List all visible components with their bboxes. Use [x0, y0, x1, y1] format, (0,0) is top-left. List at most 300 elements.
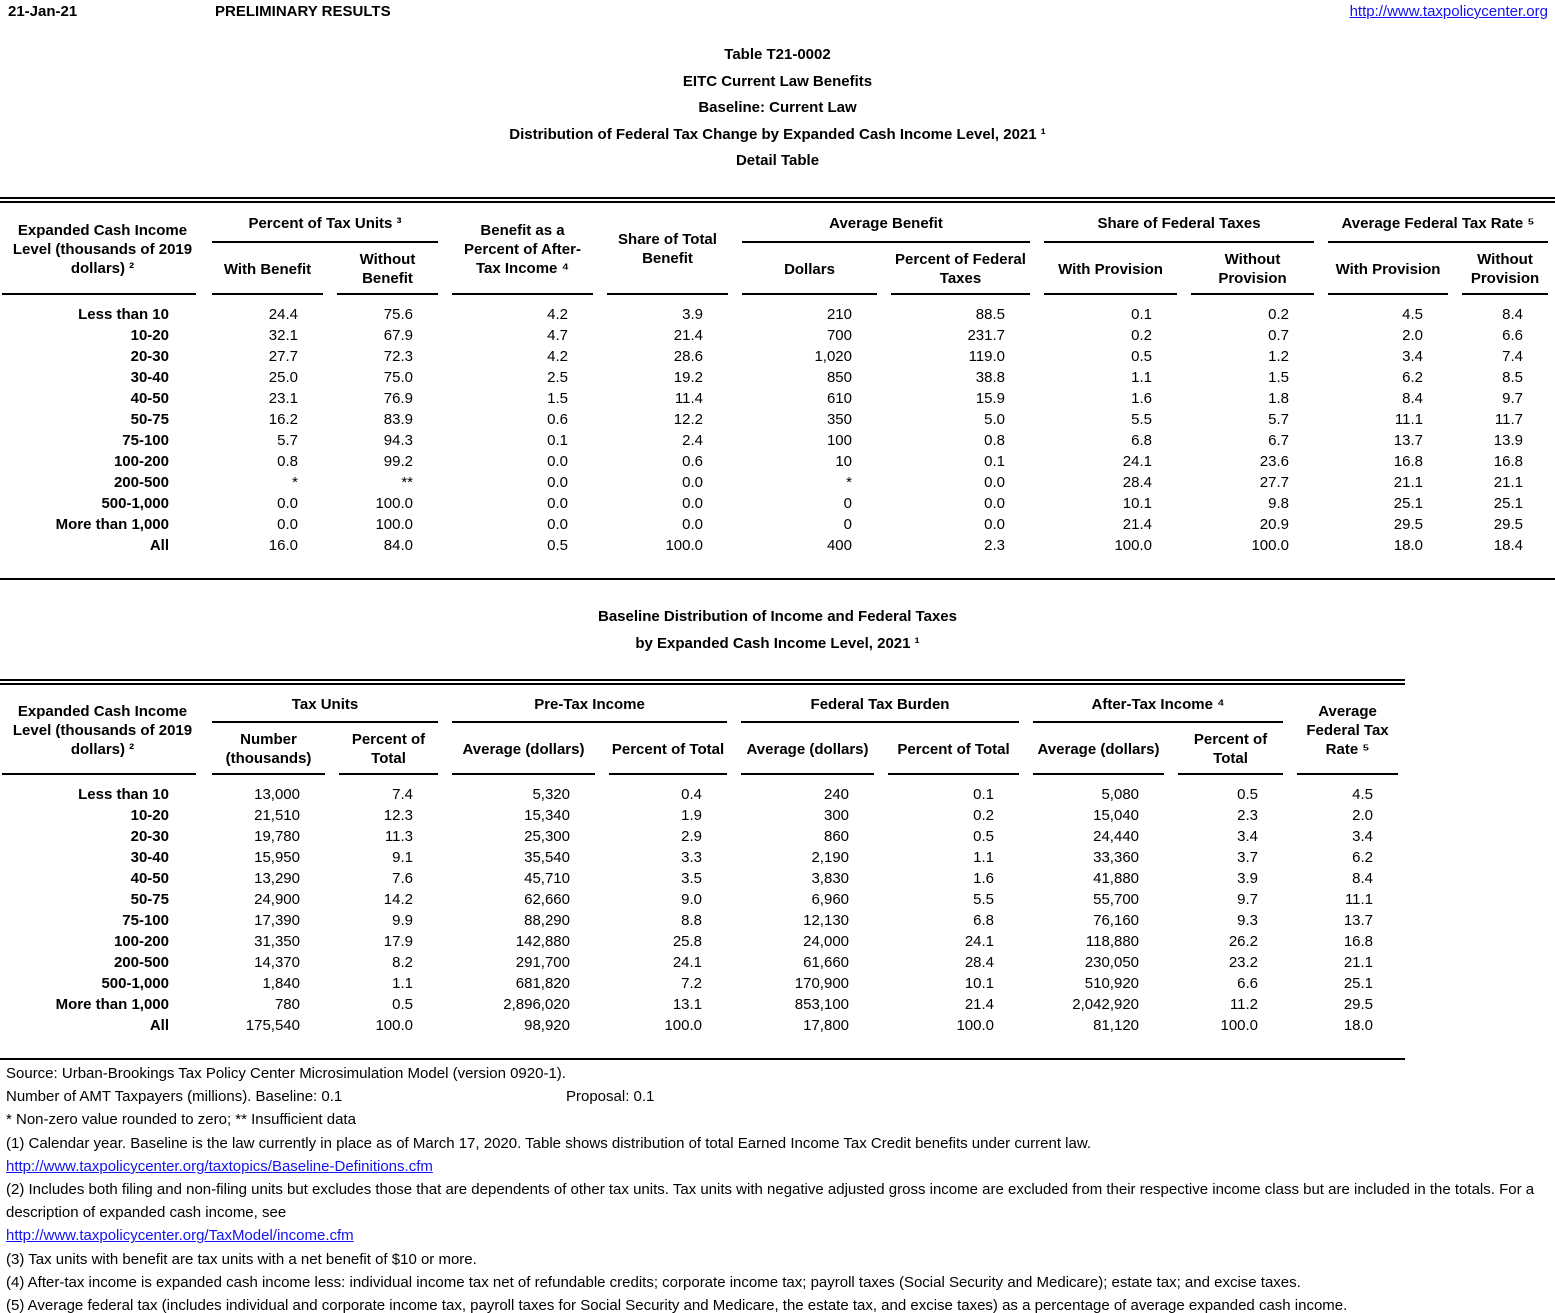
cell-value: 780 [274, 996, 300, 1013]
cell-value: 10 [835, 453, 852, 470]
cell-value: 6.8 [1131, 432, 1152, 449]
cell-value: 88.5 [975, 306, 1005, 323]
cell-value: 3.3 [681, 849, 703, 866]
cell-value: 300 [823, 807, 850, 824]
cell-value: 83.9 [383, 411, 413, 428]
col-share-without-provision: Without Provision [1184, 243, 1321, 295]
cell-value: 230,050 [1084, 954, 1140, 971]
table-row [0, 1016, 1405, 1037]
col-rate-without-provision: Without Provision [1455, 243, 1555, 295]
cell-value: 13.7 [1343, 912, 1374, 929]
cell-value: 0.7 [1268, 327, 1289, 344]
cell-value: 0.1 [1131, 306, 1152, 323]
cell-value: 0.5 [973, 828, 995, 845]
group-average-federal-tax-rate: Average Federal Tax Rate ⁵ [1321, 203, 1555, 243]
table-row [0, 890, 1405, 911]
group-pretax-income: Pre-Tax Income [445, 685, 734, 723]
cell-value: 0.1 [973, 786, 995, 803]
cell-value: 0.6 [547, 411, 568, 428]
table-row [0, 347, 1555, 368]
doc-title: EITC Current Law Benefits [682, 72, 873, 90]
cell-value: 7.2 [681, 975, 703, 992]
cell-value: 13.7 [1393, 432, 1423, 449]
cell-value: 13,000 [254, 786, 300, 803]
baseline-definitions-link[interactable]: http://www.taxpolicycenter.org/taxtopics/Baseline-Definitions.cfm [6, 1157, 433, 1175]
cell-value: 0.0 [682, 474, 703, 491]
cell-value: 1.5 [547, 390, 568, 407]
cell-value: 11.1 [1394, 411, 1423, 428]
col-percent-of-total: Percent of Total [602, 723, 734, 775]
cell-value: 33,360 [1093, 849, 1140, 866]
cell-value: 23.1 [268, 390, 298, 407]
cell-value: 25.8 [672, 933, 703, 950]
cell-value: 81,120 [1093, 1017, 1140, 1034]
col-average-dollars: Average (dollars) [734, 723, 881, 775]
baseline-table-title [0, 603, 1555, 657]
cell-value: 24.1 [964, 933, 995, 950]
cell-value: 0.4 [681, 786, 703, 803]
table-row [0, 911, 1405, 932]
col-benefit-pct-after-tax: Benefit as a Percent of After-Tax Income ⁴ [445, 203, 600, 295]
cell-value: 0.1 [984, 453, 1005, 470]
cell-value: 0 [843, 495, 852, 512]
cell-value: 11.2 [1229, 996, 1259, 1013]
cell-value: 1.6 [973, 870, 995, 887]
income-definition-link[interactable]: http://www.taxpolicycenter.org/TaxModel/income.cfm [6, 1227, 354, 1245]
cell-value: 8.2 [392, 954, 413, 971]
cell-value: 26.2 [1228, 933, 1259, 950]
footnote-5: (5) Average federal tax (includes individual and corporate income tax, payroll taxes for Social Security and Medicare, the estate tax, and excise taxes) as a percentage of average expanded cash income. [6, 1297, 1348, 1313]
cell-value: 1.9 [681, 807, 703, 824]
cell-value: 0.0 [984, 516, 1005, 533]
cell-value: 14.2 [383, 891, 413, 908]
preliminary-results-label: PRELIMINARY RESULTS [215, 3, 391, 20]
row-label: 50-75 [130, 891, 169, 908]
row-label: 200-500 [113, 954, 169, 971]
row-label: 20-30 [130, 828, 169, 845]
cell-value: 7.4 [1502, 348, 1523, 365]
cell-value: 100.0 [664, 1017, 703, 1034]
col-average-dollars: Average (dollars) [1026, 723, 1171, 775]
cell-value: 0.0 [547, 516, 568, 533]
cell-value: 5.5 [1131, 411, 1152, 428]
cell-value: 0.5 [1131, 348, 1152, 365]
cell-value: 2.0 [1352, 807, 1374, 824]
amt-baseline-value: Number of AMT Taxpayers (millions). Baseline: 0.1 [6, 1088, 343, 1106]
cell-value: 8.4 [1352, 870, 1374, 887]
cell-value: 35,540 [524, 849, 570, 866]
source-note: Source: Urban-Brookings Tax Policy Center Microsimulation Model (version 0920-1). [6, 1065, 566, 1082]
cell-value: 17,390 [254, 912, 300, 929]
cell-value: 9.7 [1237, 891, 1259, 908]
col-without-benefit: Without Benefit [330, 243, 445, 295]
cell-value: 0.0 [547, 474, 568, 491]
cell-value: 4.5 [1352, 786, 1374, 803]
group-federal-tax-burden: Federal Tax Burden [734, 685, 1026, 723]
cell-value: 28.6 [673, 348, 703, 365]
tax-change-table [0, 203, 1555, 557]
row-label: 30-40 [130, 849, 169, 866]
cell-value: 25,300 [524, 828, 570, 845]
cell-value: 175,540 [245, 1017, 300, 1034]
col-percent-of-total: Percent of Total [332, 723, 445, 775]
cell-value: 118,880 [1085, 933, 1140, 950]
cell-value: 210 [826, 306, 852, 323]
cell-value: 291,700 [515, 954, 570, 971]
site-link[interactable]: http://www.taxpolicycenter.org [1349, 3, 1548, 20]
table-row [0, 368, 1555, 389]
cell-value: 16.8 [1343, 933, 1374, 950]
cell-value: 2,042,920 [1072, 996, 1140, 1013]
cell-value: 21,510 [254, 807, 300, 824]
row-label: 30-40 [130, 369, 169, 386]
cell-value: 14,370 [254, 954, 300, 971]
cell-value: 21.1 [1493, 474, 1523, 491]
cell-value: 27.7 [1259, 474, 1289, 491]
cell-value: 11.7 [1494, 411, 1523, 428]
table-bottom-rule [0, 1058, 1405, 1060]
amt-taxpayers-note [6, 1085, 1555, 1108]
cell-value: 17.9 [383, 933, 413, 950]
cell-value: 1.2 [1268, 348, 1289, 365]
col-number-thousands: Number (thousands) [205, 723, 332, 775]
footnote-1: (1) Calendar year. Baseline is the law currently in place as of March 17, 2020. Table shows distribution of total Earned Income Tax Credit benefits under current law. [6, 1134, 1092, 1152]
cell-value: 100.0 [665, 537, 703, 554]
group-share-of-federal-taxes: Share of Federal Taxes [1037, 203, 1321, 243]
cell-value: 24.1 [1122, 453, 1152, 470]
row-label: 10-20 [130, 807, 169, 824]
cell-value: 3.4 [1402, 348, 1423, 365]
cell-value: 681,820 [515, 975, 570, 992]
footnote-2: (2) Includes both filing and non-filing units but excludes those that are dependents of other tax units. Tax units with negative adjusted gross income are excluded from their respective income class but are included in the totals. For a description of expanded cash income, see [6, 1181, 1535, 1222]
cell-value: 3.5 [681, 870, 703, 887]
table-row [0, 536, 1555, 557]
row-label: 10-20 [130, 327, 169, 344]
col-percent-of-federal-taxes: Percent of Federal Taxes [884, 243, 1037, 295]
cell-value: 41,880 [1093, 870, 1140, 887]
col-rate-with-provision: With Provision [1321, 243, 1455, 295]
cell-value: 19.2 [673, 369, 703, 386]
cell-value: 3.9 [1237, 870, 1259, 887]
cell-value: 76.9 [383, 390, 413, 407]
cell-value: 0.5 [1237, 786, 1259, 803]
cell-value: 5.7 [277, 432, 298, 449]
table-row [0, 869, 1405, 890]
col-with-benefit: With Benefit [205, 243, 330, 295]
table-row [0, 410, 1555, 431]
cell-value: 18.4 [1493, 537, 1523, 554]
cell-value: 25.1 [1493, 495, 1523, 512]
baseline-table-title-line2: by Expanded Cash Income Level, 2021 ¹ [635, 635, 920, 652]
cell-value: 5.7 [1268, 411, 1289, 428]
cell-value: 29.5 [1393, 516, 1423, 533]
cell-value: 0.0 [547, 453, 568, 470]
cell-value: 38.8 [975, 369, 1005, 386]
row-label: 100-200 [113, 933, 169, 950]
amt-proposal-value: Proposal: 0.1 [566, 1088, 655, 1106]
cell-value: 9.3 [1237, 912, 1259, 929]
row-label: 100-200 [113, 453, 169, 470]
cell-value: 28.4 [964, 954, 995, 971]
cell-value: 15,950 [254, 849, 300, 866]
cell-value: 853,100 [794, 996, 850, 1013]
cell-value: 8.4 [1502, 306, 1523, 323]
cell-value: 0 [843, 516, 852, 533]
cell-value: 8.8 [681, 912, 703, 929]
col-share-with-provision: With Provision [1037, 243, 1184, 295]
cell-value: 13.1 [672, 996, 703, 1013]
cell-value: 76,160 [1093, 912, 1140, 929]
cell-value: 1.5 [1268, 369, 1289, 386]
cell-value: ** [401, 474, 413, 491]
cell-value: 3.4 [1352, 828, 1374, 845]
cell-value: 99.2 [383, 453, 413, 470]
cell-value: 0.0 [984, 495, 1005, 512]
cell-value: 2,896,020 [503, 996, 570, 1013]
cell-value: 6,960 [811, 891, 850, 908]
cell-value: 28.4 [1122, 474, 1152, 491]
row-label: 200-500 [113, 474, 169, 491]
cell-value: 2,190 [811, 849, 850, 866]
row-label: 75-100 [122, 912, 169, 929]
baseline-label: Baseline: Current Law [698, 99, 857, 116]
cell-value: 100.0 [375, 516, 413, 533]
row-label: 40-50 [130, 390, 169, 407]
cell-value: 24.4 [268, 306, 298, 323]
cell-value: 8.4 [1402, 390, 1423, 407]
cell-value: 0.5 [547, 537, 568, 554]
cell-value: 32.1 [268, 327, 298, 344]
stub-header: Expanded Cash Income Level (thousands of 2019 dollars) ² [0, 203, 205, 295]
cell-value: 100.0 [375, 1017, 413, 1034]
cell-value: 11.4 [674, 390, 703, 407]
cell-value: 23.2 [1228, 954, 1259, 971]
cell-value: 2.0 [1402, 327, 1423, 344]
row-label: More than 1,000 [55, 516, 169, 533]
cell-value: 4.5 [1402, 306, 1423, 323]
cell-value: 2.5 [547, 369, 568, 386]
table-row [0, 953, 1405, 974]
cell-value: 27.7 [268, 348, 298, 365]
cell-value: 2.3 [1237, 807, 1259, 824]
cell-value: 9.9 [392, 912, 413, 929]
cell-value: 0.5 [392, 996, 413, 1013]
page-header [8, 3, 1548, 23]
cell-value: 13,290 [254, 870, 300, 887]
col-percent-of-total: Percent of Total [881, 723, 1026, 775]
cell-value: 0.0 [984, 474, 1005, 491]
table-number: Table T21-0002 [724, 46, 831, 63]
cell-value: 142,880 [515, 933, 570, 950]
cell-value: 18.0 [1343, 1017, 1374, 1034]
cell-value: 4.7 [547, 327, 568, 344]
row-label: Less than 10 [78, 786, 169, 803]
cell-value: 1.1 [392, 975, 413, 992]
cell-value: 2.9 [681, 828, 703, 845]
cell-value: 11.3 [384, 828, 413, 845]
table-row [0, 775, 1405, 806]
footnote-3: (3) Tax units with benefit are tax units with a net benefit of $10 or more. [6, 1250, 477, 1268]
cell-value: 25.1 [1393, 495, 1423, 512]
cell-value: 6.6 [1502, 327, 1523, 344]
row-label: 40-50 [130, 870, 169, 887]
cell-value: 1.1 [1131, 369, 1152, 386]
cell-value: 94.3 [383, 432, 413, 449]
cell-value: 1,020 [814, 348, 852, 365]
cell-value: 3.4 [1237, 828, 1259, 845]
cell-value: 88,290 [524, 912, 570, 929]
table-row [0, 326, 1555, 347]
cell-value: 12.2 [673, 411, 703, 428]
cell-value: 15,340 [524, 807, 570, 824]
cell-value: 62,660 [524, 891, 570, 908]
cell-value: 1.6 [1131, 390, 1152, 407]
cell-value: 100.0 [375, 495, 413, 512]
cell-value: 0.0 [277, 495, 298, 512]
cell-value: 2.4 [682, 432, 703, 449]
page-date: 21-Jan-21 [8, 3, 78, 20]
cell-value: 100.0 [1114, 537, 1152, 554]
table-row [0, 431, 1555, 452]
table-row [0, 515, 1555, 536]
col-average-dollars: Average (dollars) [445, 723, 602, 775]
cell-value: 75.0 [383, 369, 413, 386]
cell-value: 6.8 [973, 912, 995, 929]
table-row [0, 848, 1405, 869]
cell-value: 3.9 [682, 306, 703, 323]
cell-value: 6.2 [1402, 369, 1423, 386]
cell-value: 700 [826, 327, 852, 344]
cell-value: 23.6 [1259, 453, 1289, 470]
baseline-distribution-table [0, 685, 1405, 1037]
table-row [0, 389, 1555, 410]
cell-value: 1.1 [973, 849, 995, 866]
baseline-table-block [0, 679, 1405, 1060]
cell-value: 19,780 [254, 828, 300, 845]
cell-value: 119.0 [968, 348, 1005, 365]
cell-value: 12.3 [383, 807, 413, 824]
cell-value: 100 [826, 432, 852, 449]
row-label: Less than 10 [78, 306, 169, 323]
cell-value: 9.7 [1502, 390, 1523, 407]
cell-value: 67.9 [383, 327, 413, 344]
cell-value: 24,900 [254, 891, 300, 908]
cell-value: * [846, 474, 852, 491]
cell-value: 0.0 [277, 516, 298, 533]
cell-value: 21.4 [1122, 516, 1152, 533]
cell-value: 1,840 [262, 975, 300, 992]
cell-value: 1.8 [1268, 390, 1289, 407]
cell-value: 6.2 [1352, 849, 1374, 866]
cell-value: 24.1 [672, 954, 703, 971]
tax-change-table-block [0, 197, 1555, 580]
cell-value: 29.5 [1343, 996, 1374, 1013]
cell-value: 0.8 [984, 432, 1005, 449]
row-label: All [149, 1017, 169, 1034]
cell-value: 100.0 [1251, 537, 1289, 554]
cell-value: 45,710 [524, 870, 570, 887]
cell-value: 7.6 [392, 870, 413, 887]
cell-value: 20.9 [1259, 516, 1289, 533]
table-row [0, 995, 1405, 1016]
cell-value: 9.0 [681, 891, 703, 908]
cell-value: 55,700 [1093, 891, 1140, 908]
cell-value: 3,830 [811, 870, 850, 887]
table-row [0, 473, 1555, 494]
table-bottom-rule [0, 578, 1555, 580]
row-label: 500-1,000 [101, 975, 169, 992]
cell-value: 0.2 [1131, 327, 1152, 344]
table-row [0, 295, 1555, 326]
cell-value: 240 [823, 786, 850, 803]
cell-value: 4.2 [547, 306, 568, 323]
cell-value: 0.0 [547, 495, 568, 512]
table-row [0, 827, 1405, 848]
row-label: All [149, 537, 169, 554]
cell-value: 2.3 [984, 537, 1005, 554]
cell-value: 7.4 [392, 786, 413, 803]
col-percent-of-total: Percent of Total [1171, 723, 1290, 775]
cell-value: 0.1 [547, 432, 568, 449]
cell-value: 10.1 [1122, 495, 1152, 512]
group-after-tax-income: After-Tax Income ⁴ [1026, 685, 1290, 723]
cell-value: 29.5 [1493, 516, 1523, 533]
cell-value: 9.8 [1268, 495, 1289, 512]
cell-value: 21.4 [964, 996, 995, 1013]
cell-value: 72.3 [383, 348, 413, 365]
col-dollars: Dollars [735, 243, 884, 295]
cell-value: 21.1 [1343, 954, 1374, 971]
cell-value: 15,040 [1093, 807, 1140, 824]
cell-value: 6.6 [1237, 975, 1259, 992]
cell-value: 98,920 [524, 1017, 570, 1034]
footnotes [0, 1062, 1555, 1313]
cell-value: 21.1 [1393, 474, 1423, 491]
cell-value: 9.1 [392, 849, 413, 866]
cell-value: 8.5 [1502, 369, 1523, 386]
cell-value: 350 [826, 411, 852, 428]
table-row [0, 452, 1555, 473]
cell-value: 231.7 [967, 327, 1005, 344]
cell-value: 5,320 [532, 786, 570, 803]
cell-value: 31,350 [254, 933, 300, 950]
cell-value: 15.9 [975, 390, 1005, 407]
cell-value: 17,800 [803, 1017, 850, 1034]
asterisk-note: * Non-zero value rounded to zero; ** Insufficient data [6, 1111, 356, 1129]
cell-value: 5.5 [973, 891, 995, 908]
cell-value: 10.1 [964, 975, 995, 992]
cell-value: 0.2 [973, 807, 995, 824]
cell-value: 100.0 [956, 1017, 995, 1034]
cell-value: 0.6 [682, 453, 703, 470]
cell-value: 11.1 [1344, 891, 1374, 908]
group-percent-of-tax-units: Percent of Tax Units ³ [205, 203, 445, 243]
cell-value: 16.0 [268, 537, 298, 554]
cell-value: 0.0 [682, 495, 703, 512]
cell-value: 61,660 [803, 954, 850, 971]
cell-value: 16.8 [1393, 453, 1423, 470]
row-label: 50-75 [130, 411, 169, 428]
cell-value: 860 [823, 828, 850, 845]
row-label: 75-100 [122, 432, 169, 449]
cell-value: 510,920 [1084, 975, 1140, 992]
cell-value: 16.8 [1493, 453, 1523, 470]
cell-value: 18.0 [1393, 537, 1423, 554]
cell-value: 84.0 [383, 537, 413, 554]
cell-value: 16.2 [268, 411, 298, 428]
cell-value: * [292, 474, 298, 491]
row-label: 20-30 [130, 348, 169, 365]
